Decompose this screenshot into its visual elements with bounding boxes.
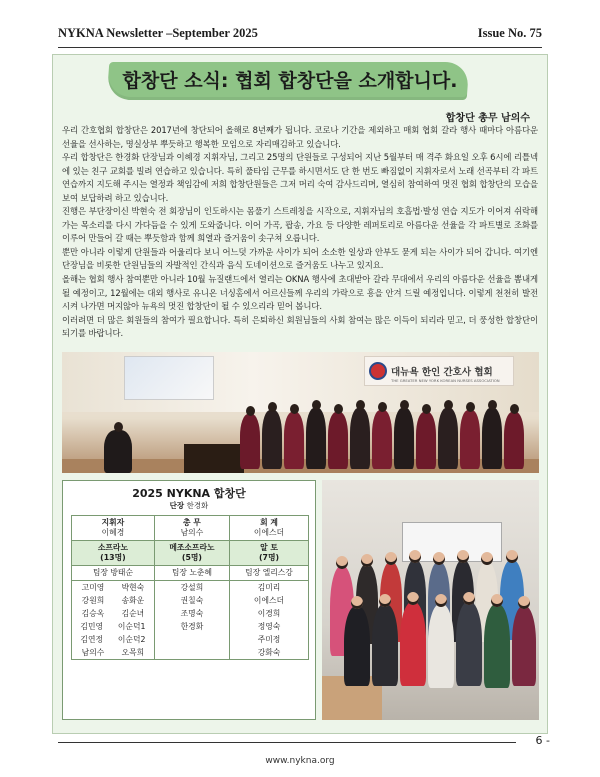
piano-silhouette xyxy=(184,444,244,473)
singer-silhouette xyxy=(482,408,502,469)
association-logo-icon xyxy=(369,362,387,380)
footer-website[interactable]: www.nykna.org xyxy=(265,756,335,766)
officer-cell: 회 계 이에스더 xyxy=(230,516,309,541)
team-leader-cell: 팀장 엘리스강 xyxy=(230,566,309,581)
roster-title: 2025 NYKNA 합창단 xyxy=(132,487,246,500)
paragraph: 진행은 부단장이신 박현숙 전 회장님이 인도하시는 몸풀기 스트레칭을 시작으로, 지휘자님의 호흡법·발성 연습 지도가 이어져 쉬락해 가는 목소리를 다시 가다듬을 수 있게 도와줍니다. 이어 가곡, 팝송, 가요 등 다양한 레퍼토리로 아름다운 선율을 각 파트별로 조화를 이루어 만들어 갈 때는 뿌듯함과 함께 희열과 즐거움이 솟구쳐 오릅니다. xyxy=(62,206,538,244)
singer-silhouette xyxy=(372,410,392,469)
part-cell: 메조소프라노 (5명) xyxy=(154,541,229,566)
singer-silhouette xyxy=(438,408,458,469)
association-banner-text: 대뉴욕 한인 간호사 협회 xyxy=(391,367,493,378)
conductor-silhouette xyxy=(104,430,132,473)
article-title: 합창단 소식: 협회 합창단을 소개합니다. xyxy=(122,70,458,92)
member-silhouette xyxy=(456,602,482,686)
part-cell: 알 토 (7명) xyxy=(230,541,309,566)
member-silhouette xyxy=(428,604,454,688)
member-silhouette xyxy=(344,606,370,686)
singer-silhouette xyxy=(460,410,480,469)
choir-performance-photo xyxy=(62,352,539,473)
team-leader-cell: 팀장 방태순 xyxy=(72,566,155,581)
page-number: 6 - xyxy=(535,734,550,747)
singer-silhouette xyxy=(262,410,282,469)
singer-silhouette xyxy=(350,408,370,469)
team-leader-row xyxy=(72,566,309,581)
leader-name: 한경화 xyxy=(186,501,209,510)
officer-cell: 총 무 남의수 xyxy=(154,516,229,541)
singer-silhouette xyxy=(306,408,326,469)
singer-silhouette xyxy=(328,412,348,469)
member-silhouette xyxy=(372,604,398,686)
roster-table xyxy=(71,515,309,660)
member-row: 김민영 이순덕1 한경화 정영숙 xyxy=(72,620,309,633)
choir-group-photo xyxy=(322,480,539,720)
team-leader-cell: 팀장 노춘혜 xyxy=(154,566,229,581)
singer-silhouette xyxy=(240,414,260,469)
member-row: 강원희 송화운 권칠숙 이에스더 xyxy=(72,594,309,607)
leader-label: 단장 xyxy=(169,501,185,510)
member-row: 고미영 박현숙 강설희 김미리 xyxy=(72,581,309,595)
association-banner xyxy=(364,356,514,386)
member-row: 김연정 이순덕2 주미정 xyxy=(72,633,309,646)
officer-row xyxy=(72,516,309,541)
newsletter-header xyxy=(58,26,542,48)
header-divider xyxy=(58,47,542,48)
projection-screen xyxy=(124,356,214,400)
member-row: 남의수 오목희 강화숙 xyxy=(72,646,309,660)
part-cell: 소프라노 (13명) xyxy=(72,541,155,566)
footer-divider xyxy=(58,742,516,743)
singer-silhouette xyxy=(416,412,436,469)
paragraph: 뿐만 아니라 이렇게 단원들과 어울리다 보니 어느덧 가까운 사이가 되어 소소한 일상과 안부도 묻게 되는 사이가 되어 갑니다. 여기엔 단장님을 비롯한 단원님들의 자발적인 간식과 음식 도네이션으로 즐거움도 나누고 있지요. xyxy=(62,246,538,271)
paragraph: 우리 합창단은 한경화 단장님과 이혜경 지휘자님, 그리고 25명의 단원들로 구성되어 지난 5월부터 매 격주 화요일 오후 6시에 리틀넥에 있는 친구 교회를 빌려 연습하고 있습니다. 특히 풀타임 근무를 하시면서도 단 한 번도 빠짐없이 지휘자로서 노래 선곡부터 각 파트 연습까지 지도해 주시는 열정과 책임감에 저희 합창단원들은 그저 머리 숙여 감사드리며, 열심히 참여하여 멋진 협회 합창단의 모습을 보여 보답하려 하고 있습니다. xyxy=(62,152,538,203)
paragraph: 우리 간호협회 합창단은 2017년에 창단되어 올해로 8년째가 됩니다. 코로나 기간을 제외하고 매회 협회 갈라 행사 때마다 아름다운 선율을 선사하는, 명실상부 뿌듯하고 행복한 모임으로 자리매김하고 있습니다. xyxy=(62,125,538,149)
singer-silhouette xyxy=(284,412,304,469)
parts-row xyxy=(72,541,309,566)
article-body xyxy=(62,124,538,341)
member-silhouette xyxy=(484,604,510,688)
member-silhouette xyxy=(512,606,536,686)
choir-roster xyxy=(62,480,316,720)
member-silhouette xyxy=(400,602,426,686)
singer-silhouette xyxy=(504,412,524,469)
newsletter-name: NYKNA Newsletter –September 2025 xyxy=(58,26,258,40)
paragraph: 이러려면 더 많은 회원들의 참여가 필요합니다. 특히 은퇴하신 회원님들의 사회 참여는 많은 이득이 되리라 믿고, 더 풍성한 합창단이 되기를 바랍니다. xyxy=(62,314,538,339)
association-banner-subtext: THE GREATER NEW YORK KOREAN NURSES ASSOCIATION xyxy=(391,378,500,383)
issue-number: Issue No. 75 xyxy=(477,26,542,40)
article-author: 합창단 총무 남의수 xyxy=(445,113,530,124)
paragraph: 올해는 협회 행사 참여뿐만 아니라 10월 뉴질랜드에서 열리는 OKNA 행사에 초대받아 갈라 무대에서 우리의 아름다운 선율을 뽐내게 될 예정이고, 12월에는 대외 행사로 유니온 너싱홈에서 어르신들께 우리의 가락으로 흥을 안겨 드릴 예정입니다. 이렇게 천천히 발전시켜 나가면 머지않아 뉴욕의 멋진 합창단이 될 수 있으리라 믿어 봅니다. xyxy=(62,274,538,312)
officer-cell: 지휘자 이혜경 xyxy=(72,516,155,541)
member-row: 김승옥 김순녀 조명숙 이경희 xyxy=(72,607,309,620)
singer-silhouette xyxy=(394,408,414,469)
roster-leader xyxy=(63,500,315,511)
